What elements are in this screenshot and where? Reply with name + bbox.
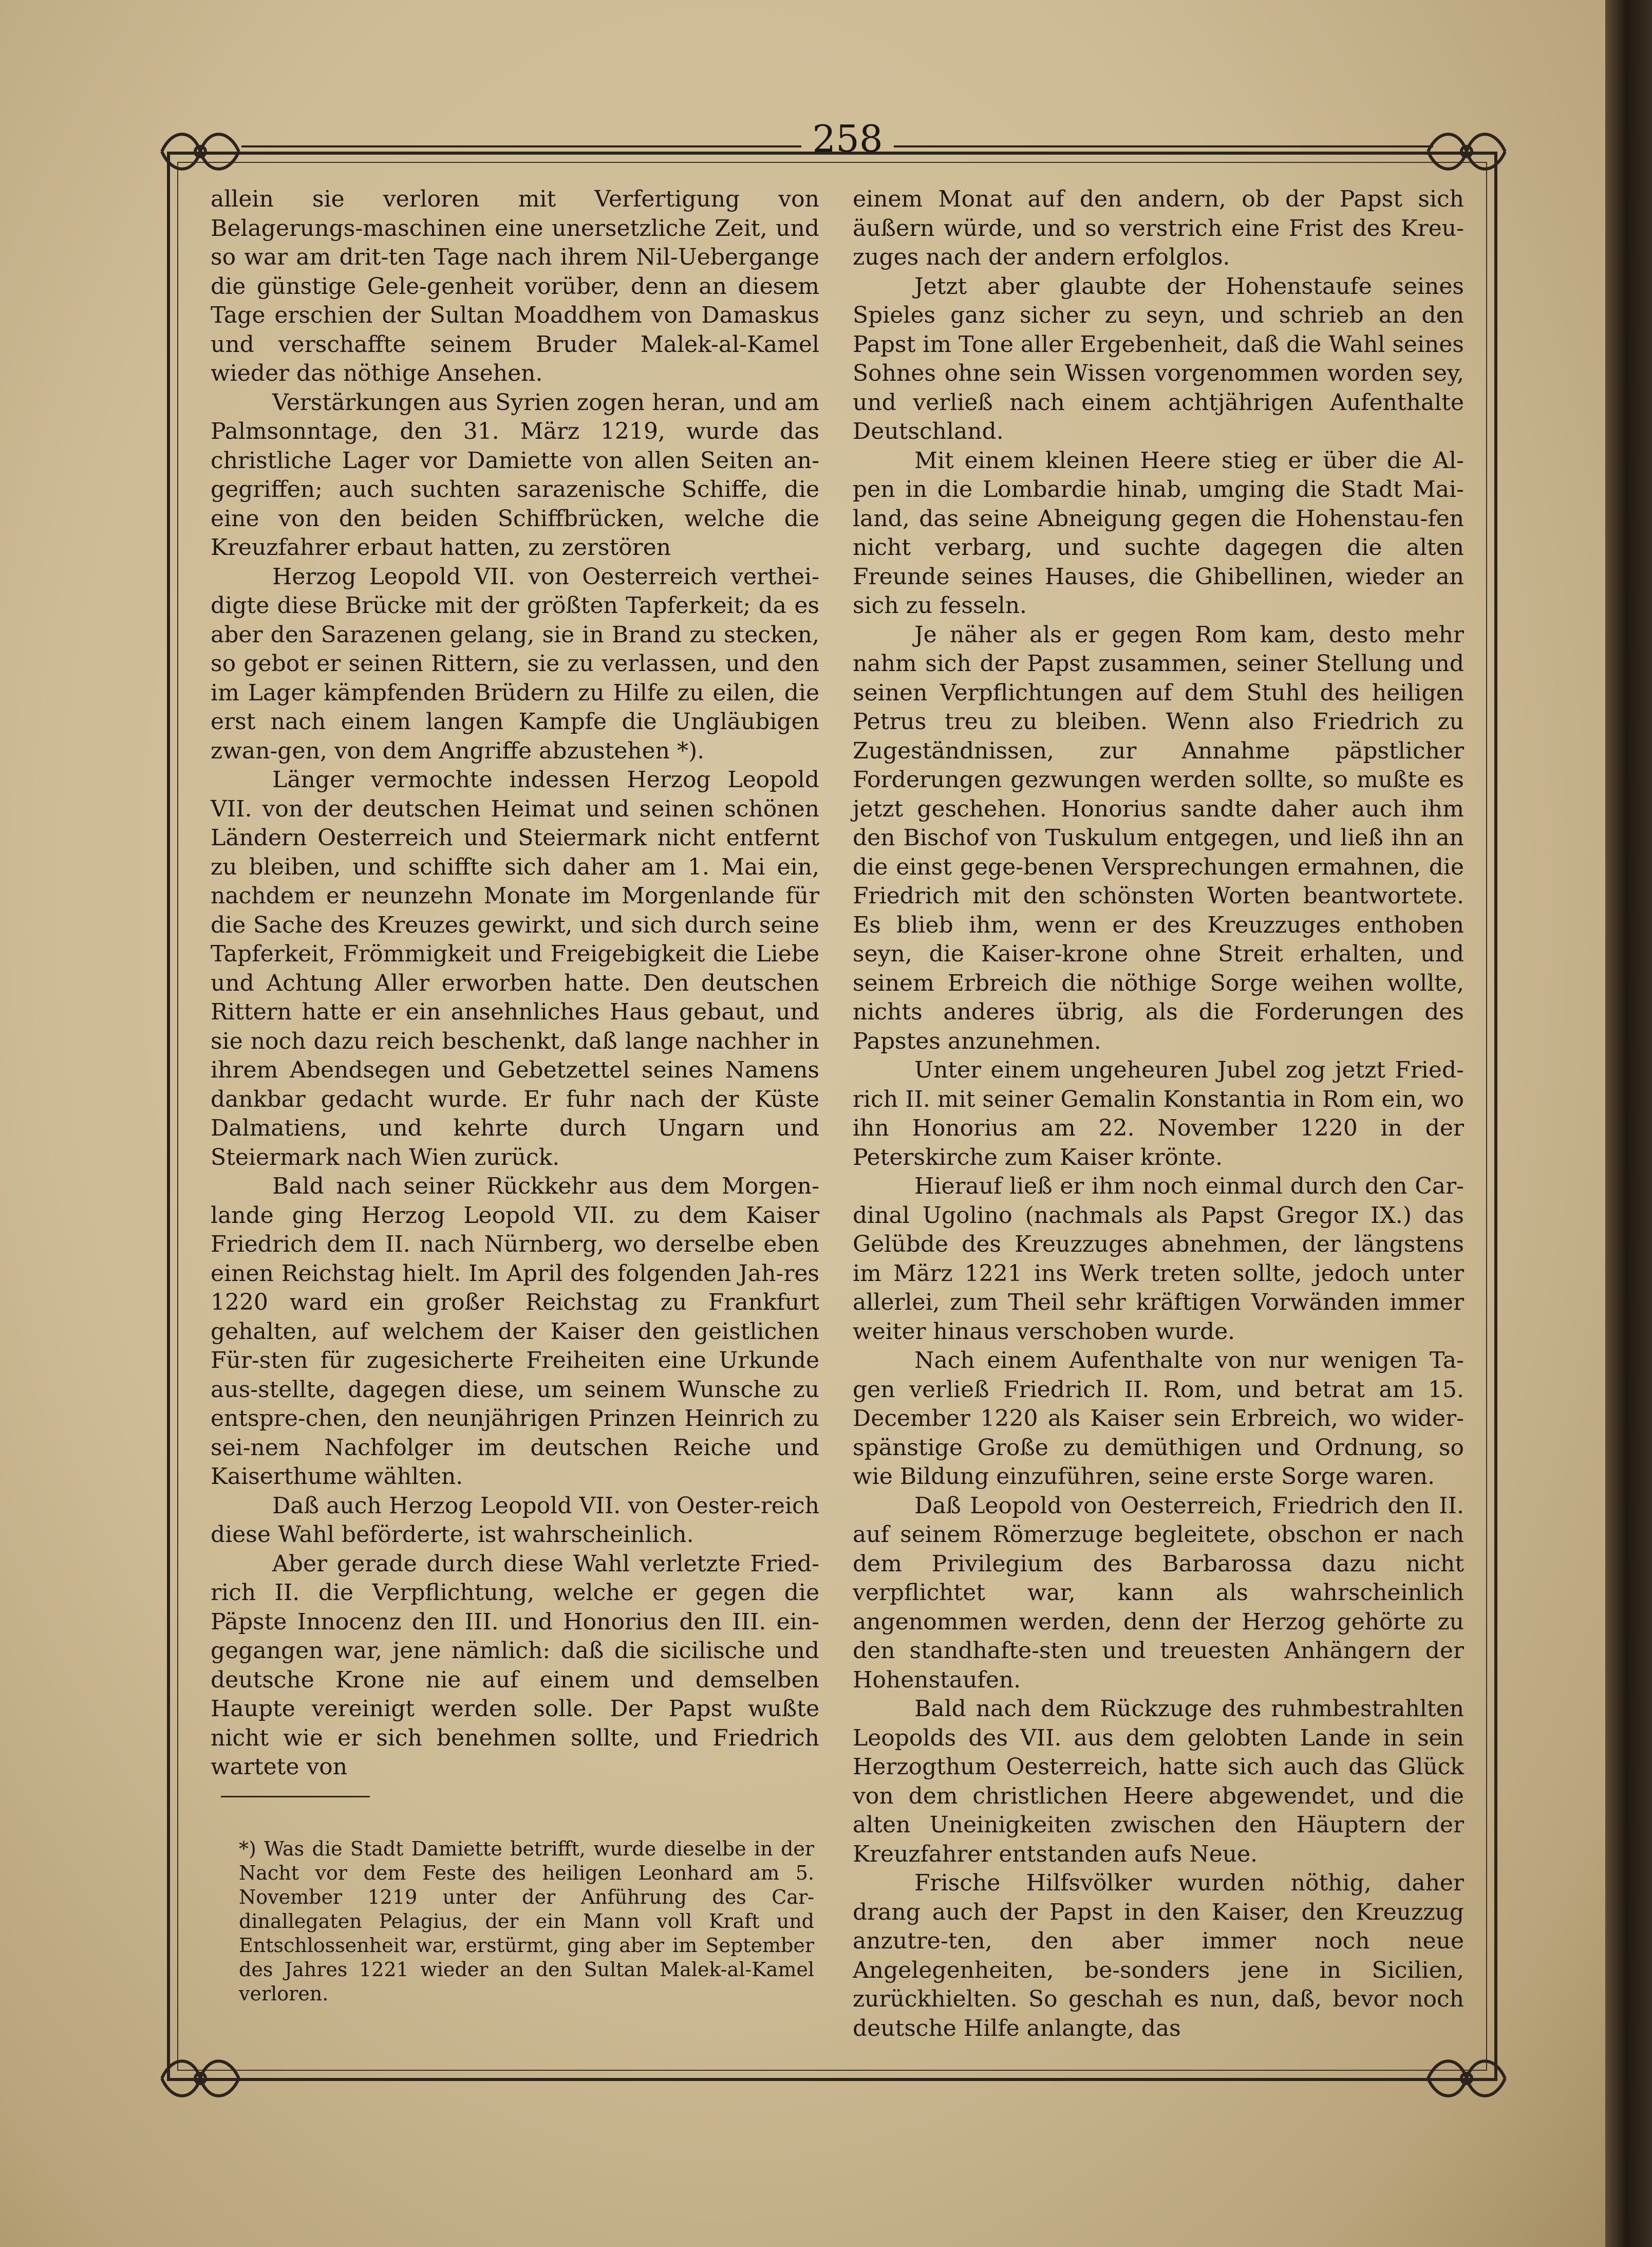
right-text-column [853, 185, 1464, 2043]
corner-ornament-bottom-right-icon [1423, 2050, 1510, 2107]
header-rule-right-thin [894, 152, 1433, 153]
header-rule-left [241, 145, 801, 147]
paragraph: Herzog Leopold VII. von Oesterreich verthei-digte diese Brücke mit der größten Tapferkeit; da es aber den Sarazenen gelang, sie in Brand zu stecken, so gebot er seinen Rittern, sie zu verlassen, und den im Lager kämpfenden Brüdern zu Hilfe zu eilen, die erst nach einem langen Kampfe die Ungläubigen zwan-gen, von dem Angriffe abzustehen *). [211, 563, 819, 764]
paragraph: Nach einem Aufenthalte von nur wenigen Ta-gen verließ Friedrich II. Rom, und betrat am 15. December 1220 als Kaiser sein Erbreich, wo wider-spänstige Große zu demüthigen und Ordnung, so wie Bildung einzuführen, seine erste Sorge waren. [853, 1347, 1464, 1490]
corner-ornament-top-left-icon [157, 123, 244, 180]
left-text-column [211, 185, 819, 1782]
paragraph: Länger vermochte indessen Herzog Leopold VII. von der deutschen Heimat und seinen schönen Ländern Oesterreich und Steiermark nicht entfernt zu bleiben, und schiffte sich daher am 1. Mai ein, nachdem er neunzehn Monate im Morgenlande für die Sache des Kreuzes gewirkt, und sich durch seine Tapferkeit, Frömmigkeit und Freigebigkeit die Liebe und Achtung Aller erworben hatte. Den deutschen Rittern hatte er ein ansehnliches Haus gebaut, und sie noch dazu reich beschenkt, daß lange nachher in ihrem Abendsegen und Gebetzettel seines Namens dankbar gedacht wurde. Er fuhr nach der Küste Dalmatiens, und kehrte durch Ungarn und Steiermark nach Wien zurück. [211, 767, 819, 1171]
paragraph: Hierauf ließ er ihm noch einmal durch den Car-dinal Ugolino (nachmals als Papst Gregor IX.) das Gelübde des Kreuzzuges abnehmen, der längstens im März 1221 ins Werk treten sollte, jedoch unter allerlei, zum Theil sehr kräftigen Vorwänden immer weiter hinaus verschoben wurde. [853, 1173, 1464, 1345]
paragraph: Verstärkungen aus Syrien zogen heran, und am Palmsonntage, den 31. März 1219, wurde das christliche Lager vor Damiette von allen Seiten an-gegriffen; auch suchten sarazenische Schiffe, die eine von den beiden Schiffbrücken, welche die Kreuzfahrer erbaut hatten, zu zerstören [211, 389, 819, 561]
paragraph: Daß auch Herzog Leopold VII. von Oester-reich diese Wahl beförderte, ist wahrscheinlich. [211, 1492, 819, 1548]
corner-ornament-top-right-icon [1423, 123, 1510, 180]
header-rule-right [894, 145, 1433, 147]
paragraph: Bald nach dem Rückzuge des ruhmbestrahlten Leopolds des VII. aus dem gelobten Lande in sein Herzogthum Oesterreich, hatte sich auch das Glück von dem christlichen Heere abgewendet, und die alten Uneinigkeiten zwischen den Häuptern der Kreuzfahrer entstanden aufs Neue. [853, 1696, 1464, 1867]
paragraph: Daß Leopold von Oesterreich, Friedrich den II. auf seinem Römerzuge begleitete, obschon er nach dem Privilegium des Barbarossa dazu nicht verpflichtet war, kann als wahrscheinlich angenommen werden, denn der Herzog gehörte zu den standhafte-sten und treuesten Anhängern der Hohenstaufen. [853, 1492, 1464, 1693]
footnote [239, 1837, 814, 2006]
footnote-text: *) Was die Stadt Damiette betrifft, wurde dieselbe in der Nacht vor dem Feste des heiligen Leonhard am 5. November 1219 unter der Anführung des Car-dinallegaten Pelagius, der ein Mann voll Kraft und Entschlossenheit war, erstürmt, ging aber im September des Jahres 1221 wieder an den Sultan Malek-al-Kamel verloren. [239, 1837, 814, 2005]
paragraph: allein sie verloren mit Verfertigung von Belagerungs-maschinen eine unersetzliche Zeit, und so war am drit-ten Tage nach ihrem Nil-Uebergange die günstige Gele-genheit vorüber, denn an diesem Tage erschien der Sultan Moaddhem von Damaskus und verschaffte seinem Bruder Malek-al-Kamel wieder das nöthige Ansehen. [211, 186, 819, 386]
paragraph: Frische Hilfsvölker wurden nöthig, daher drang auch der Papst in den Kaiser, den Kreuzzug anzutre-ten, den aber immer noch neue Angelegenheiten, be-sonders jene in Sicilien, zurückhielten. So geschah es nun, daß, bevor noch deutsche Hilfe anlangte, das [853, 1870, 1464, 2041]
corner-ornament-bottom-left-icon [157, 2050, 244, 2107]
paragraph: Bald nach seiner Rückkehr aus dem Morgen-lande ging Herzog Leopold VII. zu dem Kaiser Friedrich dem II. nach Nürnberg, wo derselbe eben einen Reichstag hielt. Im April des folgenden Jah-res 1220 ward ein großer Reichstag zu Frankfurt gehalten, auf welchem der Kaiser den geistlichen Für-sten für zugesicherte Freiheiten eine Urkunde aus-stellte, dagegen diese, um seinem Wunsche zu entspre-chen, den neunjährigen Prinzen Heinrich zu sei-nem Nachfolger im deutschen Reiche und Kaiserthume wählten. [211, 1173, 819, 1490]
paragraph: Aber gerade durch diese Wahl verletzte Fried-rich II. die Verpflichtung, welche er gegen die Päpste Innocenz den III. und Honorius den III. ein-gegangen war, jene nämlich: daß die sicilische und deutsche Krone nie auf einem und demselben Haupte vereinigt werden solle. Der Papst wußte nicht wie er sich benehmen sollte, und Friedrich wartete von [211, 1550, 819, 1780]
book-binding-edge [1605, 0, 1652, 2247]
paragraph: einem Monat auf den andern, ob der Papst sich äußern würde, und so verstrich eine Frist des Kreu-zuges nach der andern erfolglos. [853, 186, 1464, 270]
paragraph: Mit einem kleinen Heere stieg er über die Al-pen in die Lombardie hinab, umging die Stadt Mai-land, das seine Abneigung gegen die Hohenstau-fen nicht verbarg, und suchte dagegen die alten Freunde seines Hauses, die Ghibellinen, wieder an sich zu fesseln. [853, 447, 1464, 619]
paragraph: Je näher als er gegen Rom kam, desto mehr nahm sich der Papst zusammen, seiner Stellung und seinen Verpflichtungen auf dem Stuhl des heiligen Petrus treu zu bleiben. Wenn also Friedrich zu Zugeständnissen, zur Annahme päpstlicher Forderungen gezwungen werden sollte, so mußte es jetzt geschehen. Honorius sandte daher auch ihm den Bischof von Tuskulum entgegen, und ließ ihn an die einst gege-benen Versprechungen ermahnen, die Friedrich mit den schönsten Worten beantwortete. Es blieb ihm, wenn er des Kreuzzuges enthoben seyn, die Kaiser-krone ohne Streit erhalten, und seinem Erbreich die nöthige Sorge weihen wollte, nichts anderes übrig, als die Forderungen des Papstes anzunehmen. [853, 621, 1464, 1054]
header-rule-left-thin [241, 152, 801, 153]
footnote-rule [221, 1796, 370, 1797]
paragraph: Jetzt aber glaubte der Hohenstaufe seines Spieles ganz sicher zu seyn, und schrieb an den Papst im Tone aller Ergebenheit, daß die Wahl seines Sohnes ohne sein Wissen vorgenommen worden sey, und verließ nach einem achtjährigen Aufenthalte Deutschland. [853, 273, 1464, 444]
page-number: 258 [812, 117, 883, 160]
paragraph: Unter einem ungeheuren Jubel zog jetzt Fried-rich II. mit seiner Gemalin Konstantia in Rom ein, wo ihn Honorius am 22. November 1220 in der Peterskirche zum Kaiser krönte. [853, 1057, 1464, 1171]
